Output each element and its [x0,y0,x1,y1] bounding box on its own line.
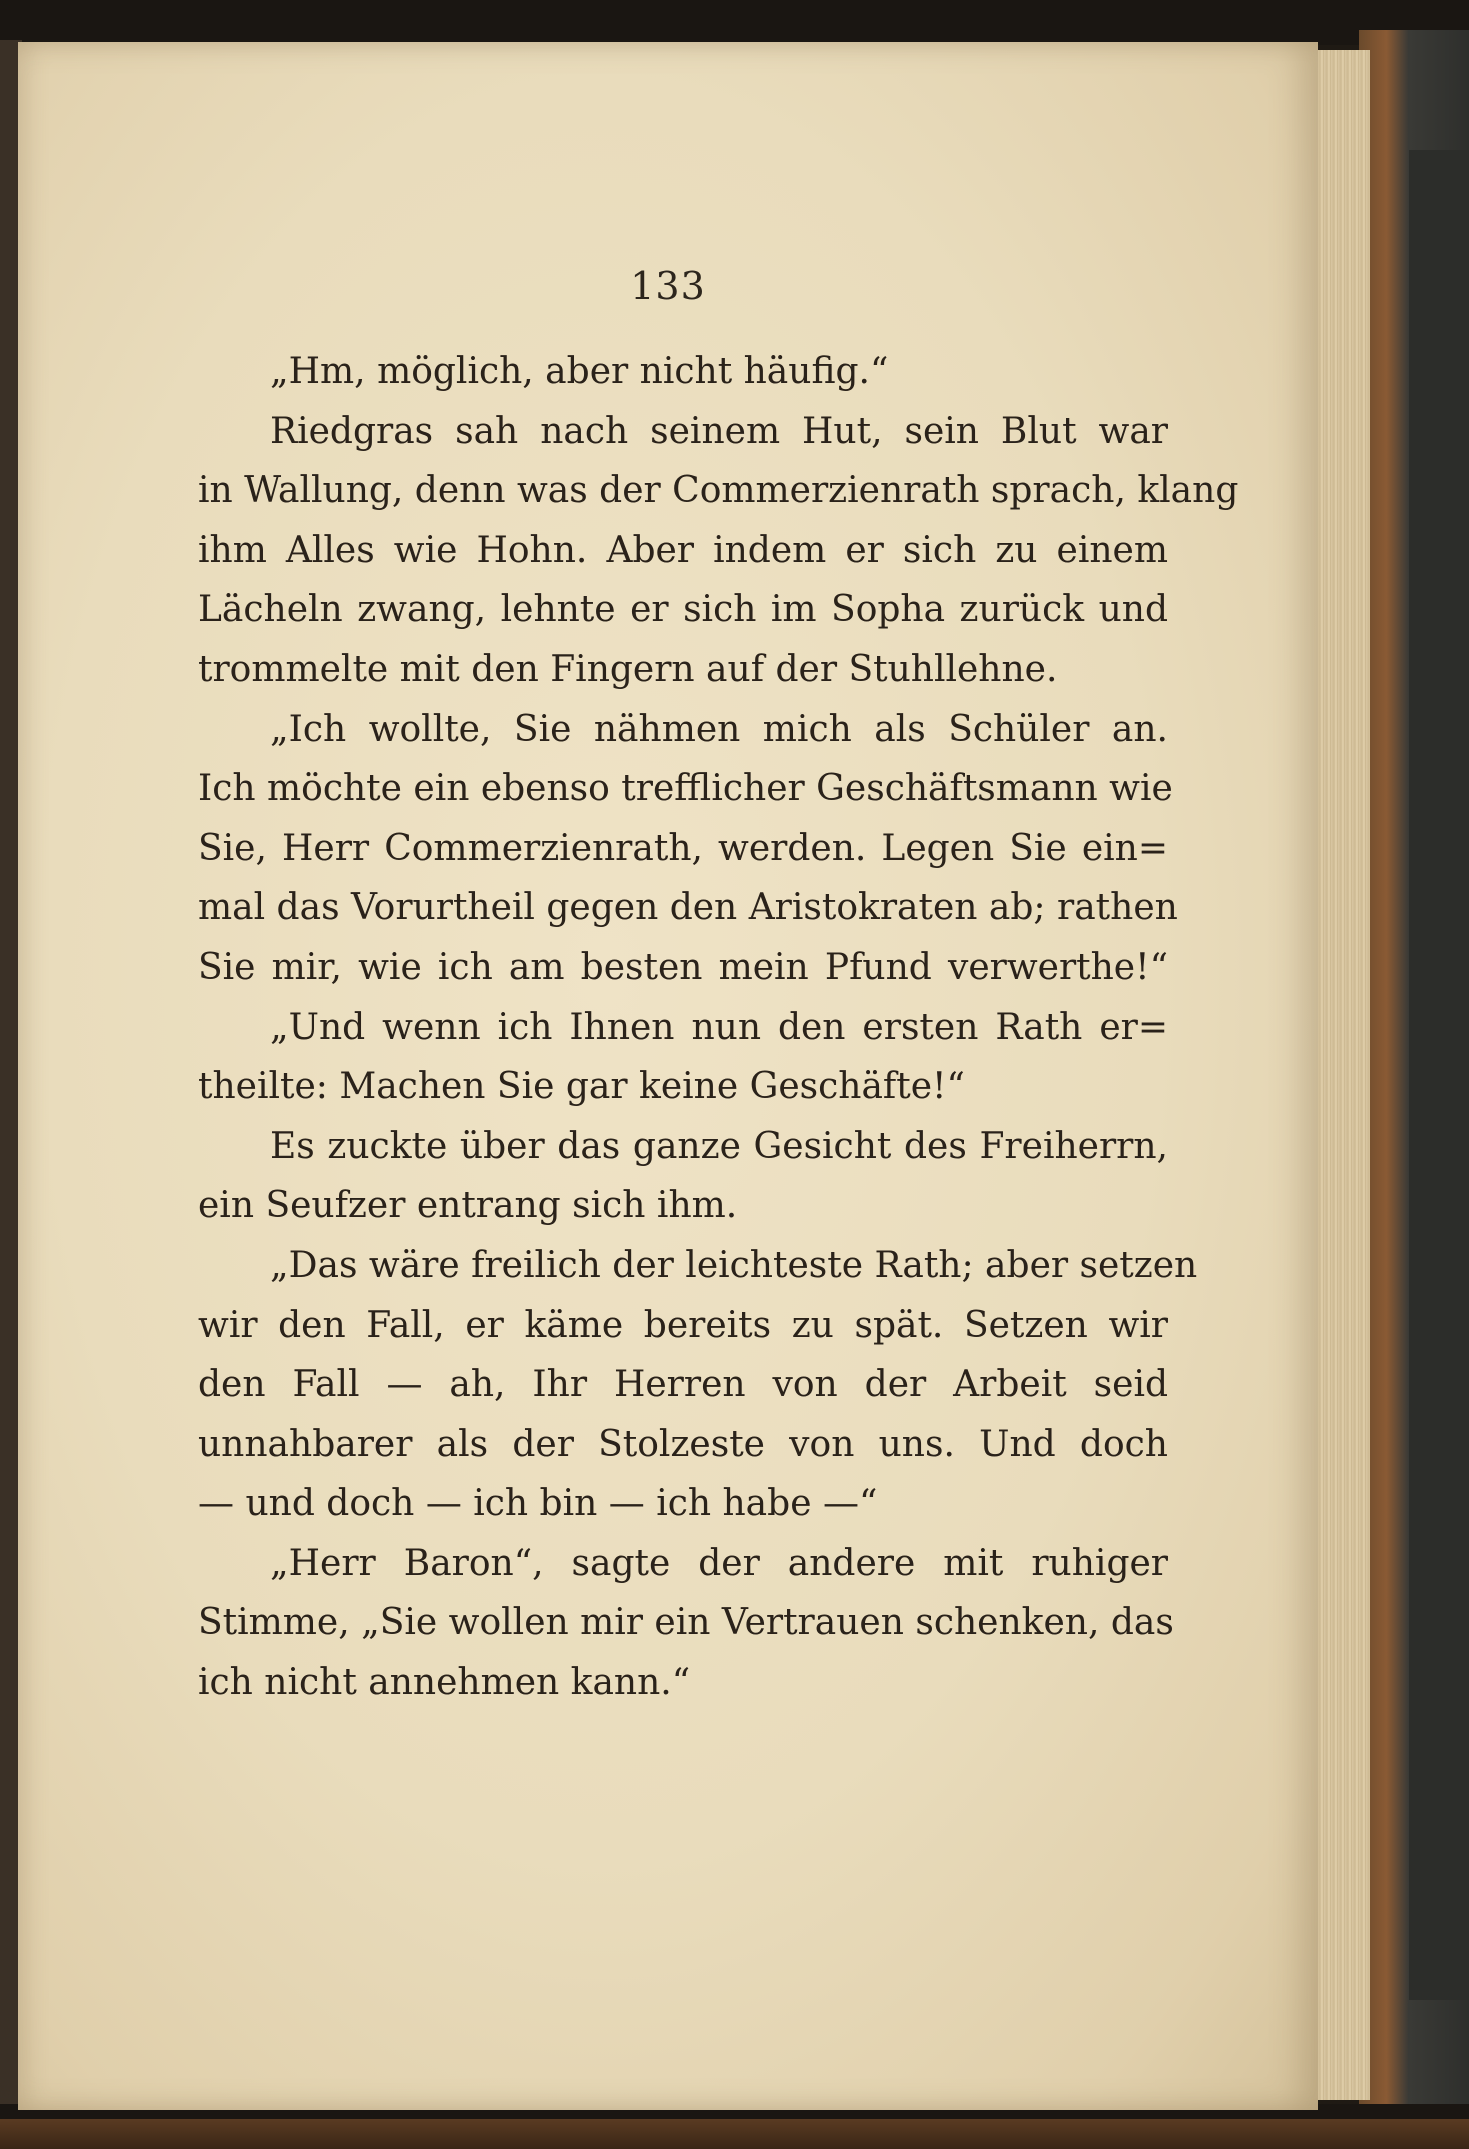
text-line: trommelte mit den Fingern auf der Stuhllehne. [198,648,1058,690]
text-line: in Wallung, denn was der Commerzienrath sprach, klang [198,470,1239,512]
book-page [18,42,1318,2110]
text-line: Ich möchte ein ebenso trefflicher Geschäftsmann wie [198,768,1173,810]
text-line: Sie mir, wie ich am besten mein Pfund verwerthe!“ [198,946,1168,988]
text-line: mal das Vorurtheil gegen den Aristokraten ab; rathen [198,887,1178,929]
book-cover-bottom [0,2119,1469,2149]
body-text [198,342,1239,1713]
text-line: Riedgras sah nach seinem Hut, sein Blut war [270,410,1168,452]
text-line: — und doch — ich bin — ich habe —“ [198,1483,878,1525]
page-number: 133 [630,264,706,308]
scan-top-border [0,0,1469,45]
text-line: Stimme, „Sie wollen mir ein Vertrauen schenken, das [198,1602,1174,1644]
text-line: „Hm, möglich, aber nicht häufig.“ [270,351,889,392]
text-line: theilte: Machen Sie gar keine Geschäfte!“ [198,1066,965,1108]
page-edges [1310,50,1370,2100]
text-line: „Das wäre freilich der leichteste Rath; aber setzen [270,1244,1198,1286]
text-line: den Fall — ah, Ihr Herren von der Arbeit seid [198,1364,1168,1406]
text-line: Lächeln zwang, lehnte er sich im Sopha zurück und [198,589,1168,631]
text-line: ich nicht annehmen kann.“ [198,1662,691,1704]
text-line: unnahbarer als der Stolzeste von uns. Und doch [198,1423,1168,1465]
text-line: „Ich wollte, Sie nähmen mich als Schüler an. [270,708,1168,750]
text-line: wir den Fall, er käme bereits zu spät. Setzen wir [198,1304,1168,1346]
text-line: ihm Alles wie Hohn. Aber indem er sich zu einem [198,529,1168,571]
text-line: Sie, Herr Commerzienrath, werden. Legen Sie ein= [198,827,1168,869]
text-line: „Herr Baron“, sagte der andere mit ruhiger [270,1542,1168,1584]
text-line: Es zuckte über das ganze Gesicht des Freiherrn, [270,1125,1168,1167]
book-cover-spine [1409,150,1469,2000]
text-line: ein Seufzer entrang sich ihm. [198,1185,738,1227]
text-line: „Und wenn ich Ihnen nun den ersten Rath er= [270,1006,1168,1048]
